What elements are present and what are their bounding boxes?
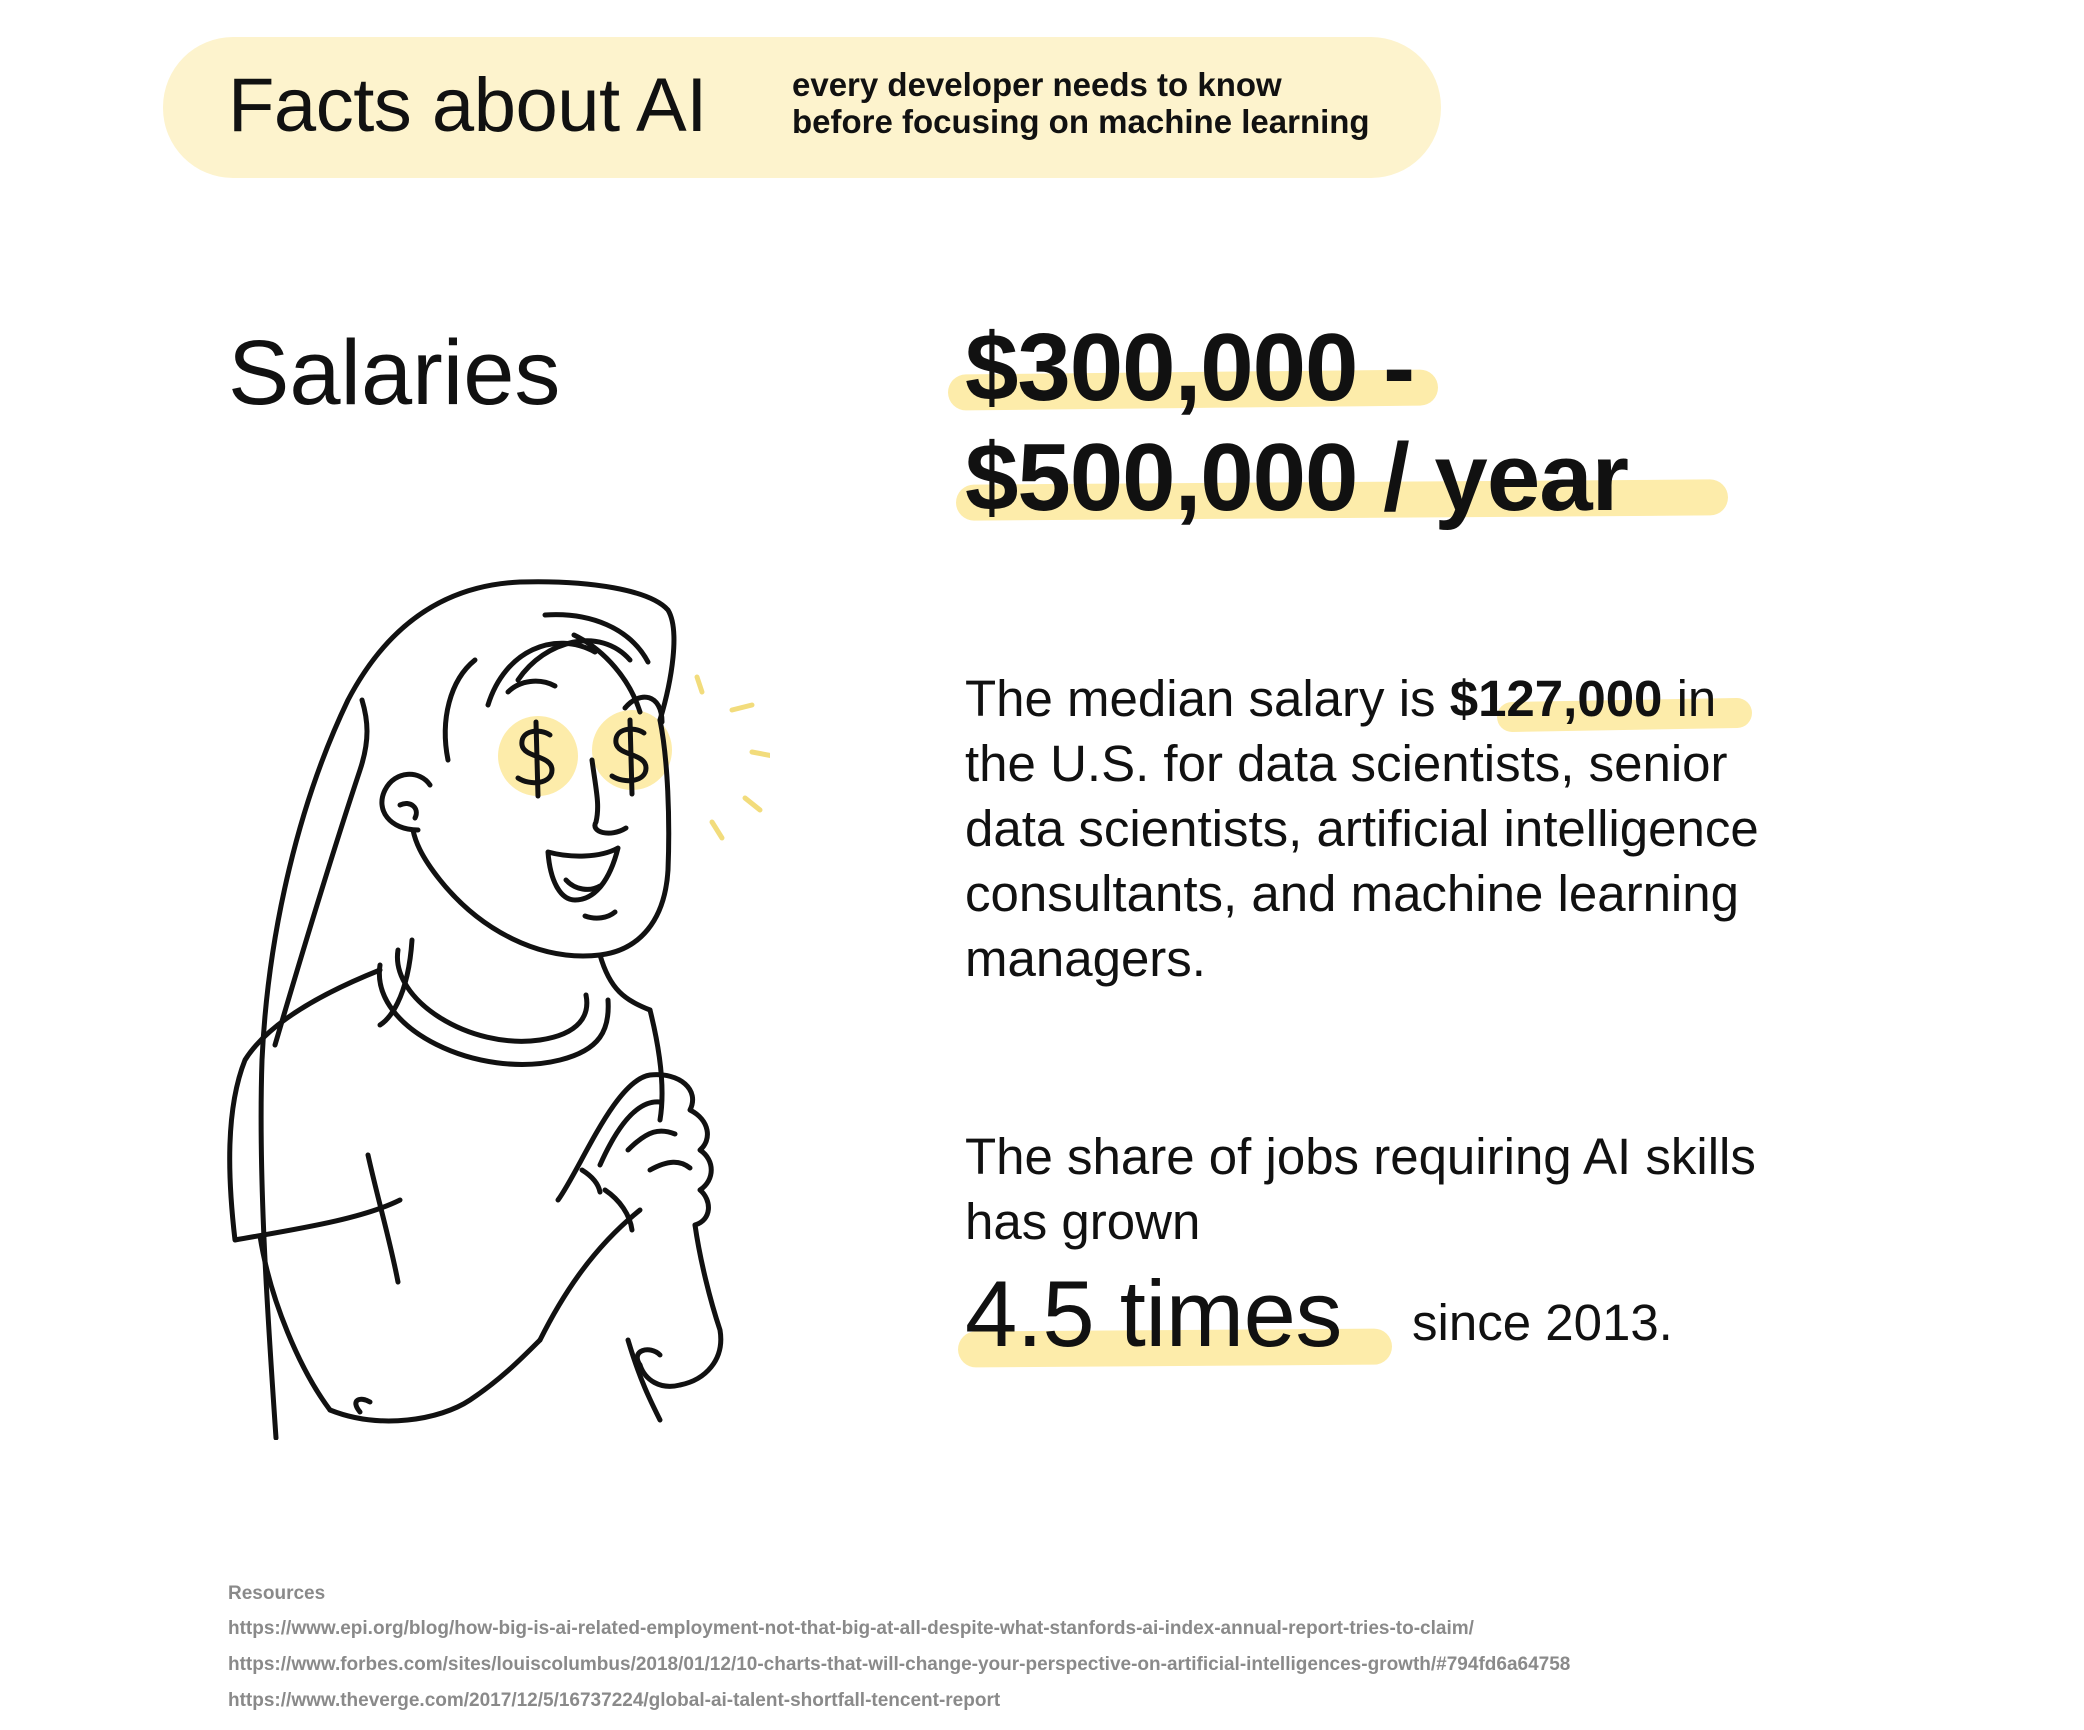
median-amount: $127,000 (1449, 670, 1663, 727)
resource-link[interactable]: https://www.epi.org/blog/how-big-is-ai-related-employment-not-that-big-at-all-despite-what-stanfords-ai-index-annual-report-tries-to-claim/ (228, 1618, 1474, 1639)
median-salary-paragraph (965, 666, 1785, 991)
jobs-share-paragraph: The share of jobs requiring AI skills has grown (965, 1128, 1756, 1250)
jobs-growth-figure: 4.5 times (965, 1261, 1342, 1366)
median-prefix: The median salary is (965, 670, 1450, 727)
resource-link[interactable]: https://www.forbes.com/sites/louiscolumbus/2018/01/12/10-charts-that-will-change-your-perspective-on-artificial-intelligences-growth/#794fd6a64758 (228, 1654, 1571, 1675)
resources-title: Resources (228, 1583, 326, 1604)
header-subtitle (792, 66, 1370, 140)
salary-range-line-2: $500,000 / year (965, 424, 1628, 531)
header-title: Facts about AI (228, 63, 707, 148)
jobs-growth-since: since 2013. (1412, 1294, 1673, 1351)
salary-range-line-1: $300,000 - (965, 314, 1415, 421)
woman-with-dollar-eyes-icon (210, 560, 770, 1440)
resource-link[interactable]: https://www.theverge.com/2017/12/5/16737224/global-ai-talent-shortfall-tencent-report (228, 1690, 1001, 1711)
section-title: Salaries (228, 322, 561, 424)
median-suffix: in the U.S. for data scientists, senior data scientists, artificial intelligence consultants, and machine learning managers. (965, 670, 1759, 987)
header-subtitle-line-2: before focusing on machine learning (792, 103, 1370, 140)
header-subtitle-line-1: every developer needs to know (792, 66, 1282, 103)
